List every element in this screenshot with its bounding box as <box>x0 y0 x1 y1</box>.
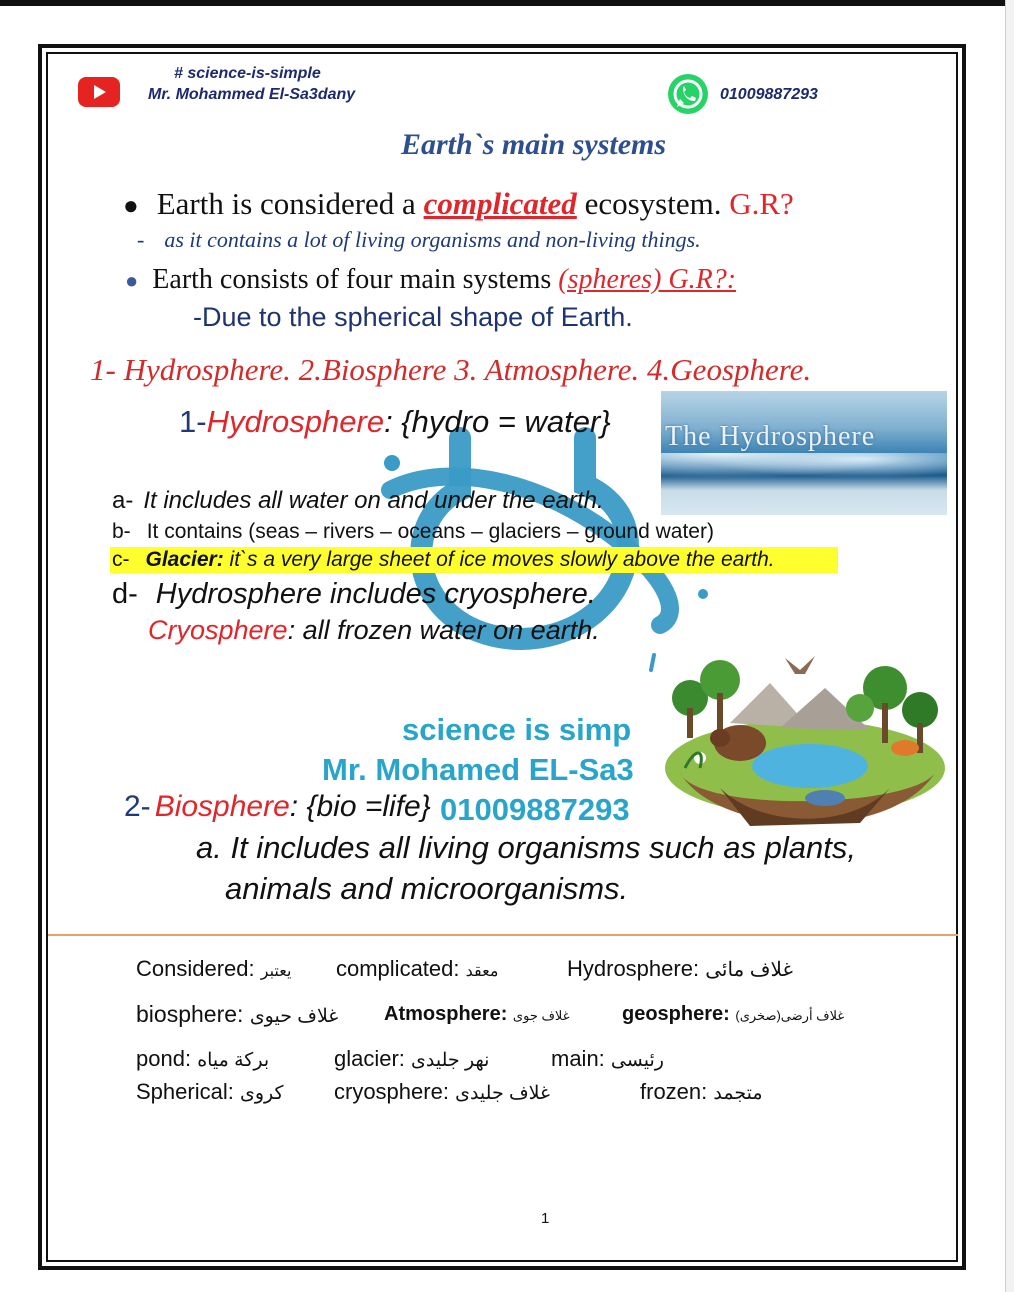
youtube-icon[interactable] <box>78 77 120 107</box>
heading-meaning: : {hydro = water} <box>384 404 611 439</box>
vocab-ar: يعتبر <box>260 963 292 980</box>
vocab-ar: غلاف أرضى(صخرى) <box>735 1008 845 1023</box>
answer-dash: - <box>137 227 145 252</box>
page-number: 1 <box>541 1210 550 1227</box>
heading-number: 2- <box>124 790 151 823</box>
vocab-en: frozen: <box>640 1079 708 1104</box>
four-spheres-list: 1- Hydrosphere. 2.Biosphere 3. Atmosphere. 4.Geosphere. <box>90 352 812 387</box>
vocab-considered <box>136 956 291 982</box>
keyword-spheres: (spheres) G.R?: <box>558 264 737 295</box>
vocab-en: main: <box>551 1046 605 1071</box>
heading-number: 1- <box>179 404 207 439</box>
vocab-ar: غلاف جوى <box>512 1008 570 1023</box>
vocab-atmosphere <box>384 1003 570 1026</box>
vocab-ar: رئيسى <box>610 1050 664 1071</box>
bullet-text-after: ecosystem. <box>576 186 722 221</box>
bullet-text-before: Earth consists of four main systems <box>152 264 559 295</box>
watermark-line-2: Mr. Mohamed EL-Sa3 <box>322 752 634 787</box>
vocab-ar: معقد <box>465 963 499 980</box>
watermark-line-3: 01009887293 <box>440 792 630 827</box>
vocab-ar: غلاف حيوى <box>249 1006 339 1027</box>
vocab-en: complicated: <box>336 956 460 981</box>
vocab-frozen <box>640 1079 763 1105</box>
point-marker: d- <box>112 578 138 610</box>
bullet-dot: ● <box>125 268 139 293</box>
cryosphere-definition <box>148 615 600 646</box>
vocab-en: Atmosphere: <box>384 1003 508 1025</box>
bullet-complicated <box>123 186 794 222</box>
vocab-hydrosphere <box>567 956 793 982</box>
point-marker: b- <box>112 520 131 543</box>
biosphere-image <box>660 648 945 838</box>
vocab-ar: متجمد <box>713 1083 763 1104</box>
watermark-line-1: science is simp <box>402 712 632 747</box>
bullet-spheres <box>125 264 736 296</box>
heading-term: Hydrosphere <box>206 404 385 439</box>
vocab-en: pond: <box>136 1046 192 1071</box>
hydro-point-a <box>112 487 604 515</box>
keyword-complicated: complicated <box>423 186 577 221</box>
section-divider <box>48 934 958 936</box>
vocab-cryosphere <box>334 1079 550 1105</box>
vocab-complicated <box>336 956 498 982</box>
bullet-dot: ● <box>123 191 139 220</box>
glacier-term: Glacier: <box>145 548 224 571</box>
cryosphere-text: : all frozen water on earth. <box>287 615 600 645</box>
bullet-text-before: Earth is considered a <box>156 186 424 221</box>
vocab-en: cryosphere: <box>334 1079 449 1104</box>
gr-question: G.R? <box>729 186 794 221</box>
hydrosphere-image-caption: The Hydrosphere <box>665 421 876 452</box>
point-marker: a- <box>112 487 134 514</box>
bio-point-a-line-1: a. It includes all living organisms such as plants, <box>196 830 856 865</box>
point-text: Hydrosphere includes cryosphere. <box>155 578 596 610</box>
vocab-en: Considered: <box>136 956 255 981</box>
answer-text: as it contains a lot of living organisms and non-living things. <box>164 227 701 252</box>
point-text: It includes all water on and under the earth. <box>143 487 604 514</box>
bio-point-a-line-2: animals and microorganisms. <box>225 871 629 906</box>
vocab-en: Spherical: <box>136 1079 234 1104</box>
vocab-en: glacier: <box>334 1046 405 1071</box>
vocab-ar: غلاف مائى <box>705 959 793 981</box>
phone-number: 01009887293 <box>720 86 818 103</box>
teacher-name: Mr. Mohammed El-Sa3dany <box>148 86 356 103</box>
vocab-spherical <box>136 1079 284 1105</box>
hydro-point-c <box>110 547 838 573</box>
vocab-en: biosphere: <box>136 1001 244 1027</box>
vocab-ar: نهر جليدى <box>411 1050 490 1071</box>
point-marker: c- <box>112 548 130 571</box>
vocab-glacier <box>334 1046 489 1072</box>
point-text: it`s a very large sheet of ice moves slowly above the earth. <box>223 548 775 571</box>
vocab-biosphere <box>136 1001 338 1028</box>
top-edge <box>0 0 1014 6</box>
hydro-point-d <box>112 578 596 611</box>
answer-spherical: -Due to the spherical shape of Earth. <box>193 302 633 332</box>
heading-term: Biosphere <box>154 790 290 823</box>
vocab-ar: بركة مياه <box>197 1050 270 1071</box>
vocab-main <box>551 1046 664 1072</box>
heading-meaning: : {bio =life} <box>289 790 431 823</box>
hydro-point-b <box>112 520 714 544</box>
vocab-geosphere <box>622 1003 844 1026</box>
cryosphere-term: Cryosphere <box>148 615 288 645</box>
vocab-en: Hydrosphere: <box>567 956 700 981</box>
vocab-en: geosphere: <box>622 1003 730 1025</box>
page-title: Earth`s main systems <box>401 128 667 161</box>
hydrosphere-heading <box>179 404 611 440</box>
hashtag: # science-is-simple <box>174 65 321 82</box>
vocab-ar: غلاف جليدى <box>455 1083 550 1104</box>
scrollbar-edge[interactable] <box>1005 0 1014 1292</box>
answer-complicated <box>137 227 701 253</box>
hydrosphere-image <box>661 391 947 515</box>
point-text: It contains (seas – rivers – oceans – glaciers – ground water) <box>146 520 714 543</box>
vocab-ar: كروى <box>239 1083 284 1104</box>
biosphere-heading <box>124 790 431 824</box>
whatsapp-icon[interactable] <box>668 74 708 114</box>
vocab-pond <box>136 1046 269 1072</box>
